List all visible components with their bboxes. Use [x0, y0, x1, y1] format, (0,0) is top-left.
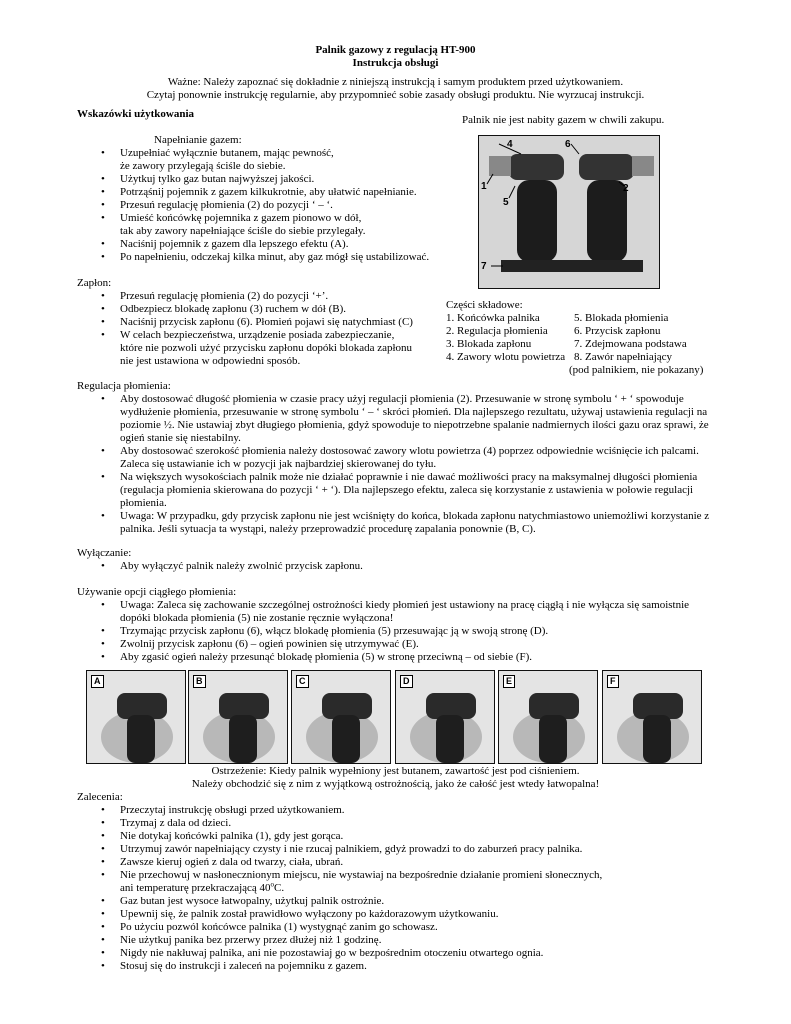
parts-table: [446, 312, 687, 364]
photo-label-5: 5: [503, 197, 509, 208]
not-filled-note: Palnik nie jest nabity gazem w chwili zakupu.: [462, 114, 665, 126]
list-item: • Trzymając przycisk zapłonu (6), włącz blokadę płomienia (5) przesuwając ją w swoją stronę (D).: [77, 625, 710, 638]
list-item: • Użytkuj tylko gaz butan najwyższej jakości.: [77, 173, 450, 186]
part-item: 3. Blokada zapłonu: [446, 338, 532, 350]
document-title: Palnik gazowy z regulacją HT-900: [315, 44, 476, 56]
step-photo-b: [188, 670, 288, 764]
list-item: • Naciśnij pojemnik z gazem dla lepszego efektu (A).: [77, 238, 450, 251]
document-subtitle: Instrukcja obsługi: [352, 57, 439, 69]
off-list: [0, 560, 720, 573]
part-item: 8. Zawór napełniający: [574, 351, 673, 363]
usage-heading: Wskazówki użytkowania: [77, 108, 195, 120]
list-item: • Zwolnij przycisk zapłonu (6) – ogień powinien się utrzymywać (E).: [77, 638, 710, 651]
ignition-list: [0, 290, 450, 368]
photo-label-4: 4: [507, 139, 513, 150]
list-item: • Potrząśnij pojemnik z gazem kilkukrotnie, aby ułatwić napełnianie.: [77, 186, 450, 199]
list-item: • Nie dotykaj końcówki palnika (1), gdy jest gorąca.: [77, 830, 710, 843]
list-item: • Aby dostosować szerokość płomienia należy dostosować zawory wlotu powietrza (4) poprzez odpowiednie wciśnięcie ich palcami. Zaleca się ustawianie ich w pozycji jak najbardziej skierowanej do tyłu.: [77, 445, 710, 471]
warning-line-1: Ostrzeżenie: Kiedy palnik wypełniony jest butanem, zawartość jest pod ciśnieniem.: [211, 765, 580, 777]
ignition-section: [0, 277, 450, 368]
ignition-heading: Zapłon:: [77, 277, 112, 289]
temperature-note: ani temperaturę przekraczającą 40$^o$C.: [120, 880, 285, 894]
list-item: • Uwaga: W przypadku, gdy przycisk zapłonu nie jest wciśnięty do końca, blokada zapłonu natychmiastowo uniemożliwi korzystanie z palnika. Jeśli sytuacja ta wystąpi, należy przeprowadzić procedurę zapalania ponownie (B, C).: [77, 510, 710, 536]
part-item: 6. Przycisk zapłonu: [574, 325, 661, 337]
step-photo-f: [602, 670, 702, 764]
list-item: • Upewnij się, że palnik został prawidłowo wyłączony po każdorazowym użytkowaniu.: [77, 908, 710, 921]
filling-section: [0, 134, 450, 264]
torch-illustration: [479, 136, 659, 288]
flame-list: [0, 393, 720, 536]
list-item: • Na większych wysokościach palnik może nie działać poprawnie i nie dawać możliwości pracy na maksymalnej długości płomienia (regulacja płomienia skierowana do pozycji ‘ + ‘). Dla najlepszego efektu, zaleca się korzystanie z ustawienia w połowie regulacji płomienia.: [77, 471, 710, 510]
step-label: C: [296, 675, 309, 688]
list-item: • Nigdy nie nakłuwaj palnika, ani nie pozostawiaj go w bezpośrednim otoczeniu otwartego ognia.: [77, 947, 710, 960]
photo-label-2: 2: [623, 183, 629, 194]
step-photo-a: [86, 670, 186, 764]
list-item: • Aby dostosować długość płomienia w czasie pracy użyj regulacji płomienia (2). Przesuwanie w stronę symbolu ‘ + ‘ spowoduje wydłużenie płomienia, przesuwanie w stronę symbolu ‘ – ‘ skróci płomień. Dla najlepszego rezultatu, używaj ustawienia regulacji na poziomie ½. Nie ustawiaj zbyt długiego płomienia, gdyż spowoduje to niepotrzebne spalanie nadmiernych ilości gazu oraz sprawi, że ogień stanie się niestabilny.: [77, 393, 710, 445]
step-photo-e: [498, 670, 598, 764]
photo-label-6: 6: [565, 139, 571, 150]
part-item: 7. Zdejmowana podstawa: [574, 338, 687, 350]
part-item: 5. Blokada płomienia: [574, 312, 669, 324]
off-section: [0, 547, 720, 573]
flame-heading: Regulacja płomienia:: [77, 380, 171, 392]
continuous-section: [0, 586, 720, 664]
intro-line-1: Ważne: Należy zapoznać się dokładnie z niniejszą instrukcją i samym produktem przed użytkowaniem.: [167, 76, 624, 88]
continuous-heading: Używanie opcji ciągłego płomienia:: [77, 586, 237, 598]
step-photo-d: [395, 670, 495, 764]
step-label: E: [503, 675, 515, 688]
list-item: • Utrzymuj zawór napełniający czysty i nie rzucaj palnikiem, gdyż prowadzi to do zaburzeń pracy palnika.: [77, 843, 710, 856]
off-heading: Wyłączanie:: [77, 547, 132, 559]
photo-label-1: 1: [481, 181, 487, 192]
step-label: D: [400, 675, 413, 688]
warning-line-2: Należy obchodzić się z nim z wyjątkową ostrożnością, jako że całość jest wtedy łatwopalna!: [191, 778, 600, 790]
list-item: • Stosuj się do instrukcji i zaleceń na pojemniku z gazem.: [77, 960, 710, 973]
step-label: A: [91, 675, 104, 688]
parts-note: (pod palnikiem, nie pokazany): [569, 364, 704, 376]
list-item: • Umieść końcówkę pojemnika z gazem pionowo w dół, tak aby zawory napełniające ściśle do siebie przylegały.: [77, 212, 450, 238]
parts-heading: Części składowe:: [446, 299, 523, 311]
photo-label-7: 7: [481, 261, 487, 272]
continuous-list: [0, 599, 720, 664]
list-item: • Odbezpiecz blokadę zapłonu (3) ruchem w dół (B).: [77, 303, 450, 316]
list-item: • Zawsze kieruj ogień z dala od twarzy, ciała, ubrań.: [77, 856, 710, 869]
list-item: • Przesuń regulację płomienia (2) do pozycji ‘ – ‘.: [77, 199, 450, 212]
intro-line-2: Czytaj ponownie instrukcję regularnie, aby przypomnieć sobie zasady obsługi produktu. Nie wyrzucaj instrukcji.: [146, 89, 645, 101]
list-item: • Trzymaj z dala od dzieci.: [77, 817, 710, 830]
part-item: 1. Końcówka palnika: [446, 312, 540, 324]
list-item: • Aby zgasić ogień należy przesunąć blokadę płomienia (5) w stronę przeciwną – od siebie (F).: [77, 651, 710, 664]
list-item: • Przeczytaj instrukcję obsługi przed użytkowaniem.: [77, 804, 710, 817]
list-item: • Po napełnieniu, odczekaj kilka minut, aby gaz mógł się ustabilizować.: [77, 251, 450, 264]
list-item: • Uzupełniać wyłącznie butanem, mając pewność, że zawory przylegają ściśle do siebie.: [77, 147, 450, 173]
list-item: • Nie przechowuj w nasłonecznionym miejscu, nie wystawiaj na bezpośrednie działanie promieni słonecznych, ani temperaturę przekraczającą 40$^o$C.: [77, 869, 710, 895]
filling-heading: Napełnianie gazem:: [154, 134, 242, 146]
recommendations-heading: Zalecenia:: [77, 791, 123, 803]
list-item: • Gaz butan jest wysoce łatwopalny, użytkuj palnik ostrożnie.: [77, 895, 710, 908]
list-item: • Nie użytkuj panika bez przerwy przez dłużej niż 1 godzinę.: [77, 934, 710, 947]
product-photo: [478, 135, 660, 289]
flame-section: [0, 380, 720, 536]
part-item: 4. Zawory wlotu powietrza: [446, 351, 566, 363]
list-item: • Naciśnij przycisk zapłonu (6). Płomień pojawi się natychmiast (C): [77, 316, 450, 329]
step-label: B: [193, 675, 206, 688]
list-item: • Aby wyłączyć palnik należy zwolnić przycisk zapłonu.: [77, 560, 710, 573]
part-item: 2. Regulacja płomienia: [446, 325, 548, 337]
recommendations-section: [0, 791, 720, 973]
list-item: • W celach bezpieczeństwa, urządzenie posiada zabezpieczanie, które nie pozwoli użyć przycisku zapłonu dopóki blokada zapłonu nie jest ustawiona w odpowiedni sposób.: [77, 329, 450, 368]
filling-list: [0, 147, 450, 264]
list-item: • Przesuń regulację płomienia (2) do pozycji ‘+’.: [77, 290, 450, 303]
recommendations-list: [0, 804, 720, 973]
step-photo-c: [291, 670, 391, 764]
list-item: • Uwaga: Zaleca się zachowanie szczególnej ostrożności kiedy płomień jest ustawiony na pracę ciągłą i nie wyłącza się samoistnie dopóki blokada płomienia (5) nie zostanie ręcznie wyłączona!: [77, 599, 710, 625]
list-item: • Po użyciu pozwól końcówce palnika (1) wystygnąć zanim go schowasz.: [77, 921, 710, 934]
step-label: F: [607, 675, 619, 688]
